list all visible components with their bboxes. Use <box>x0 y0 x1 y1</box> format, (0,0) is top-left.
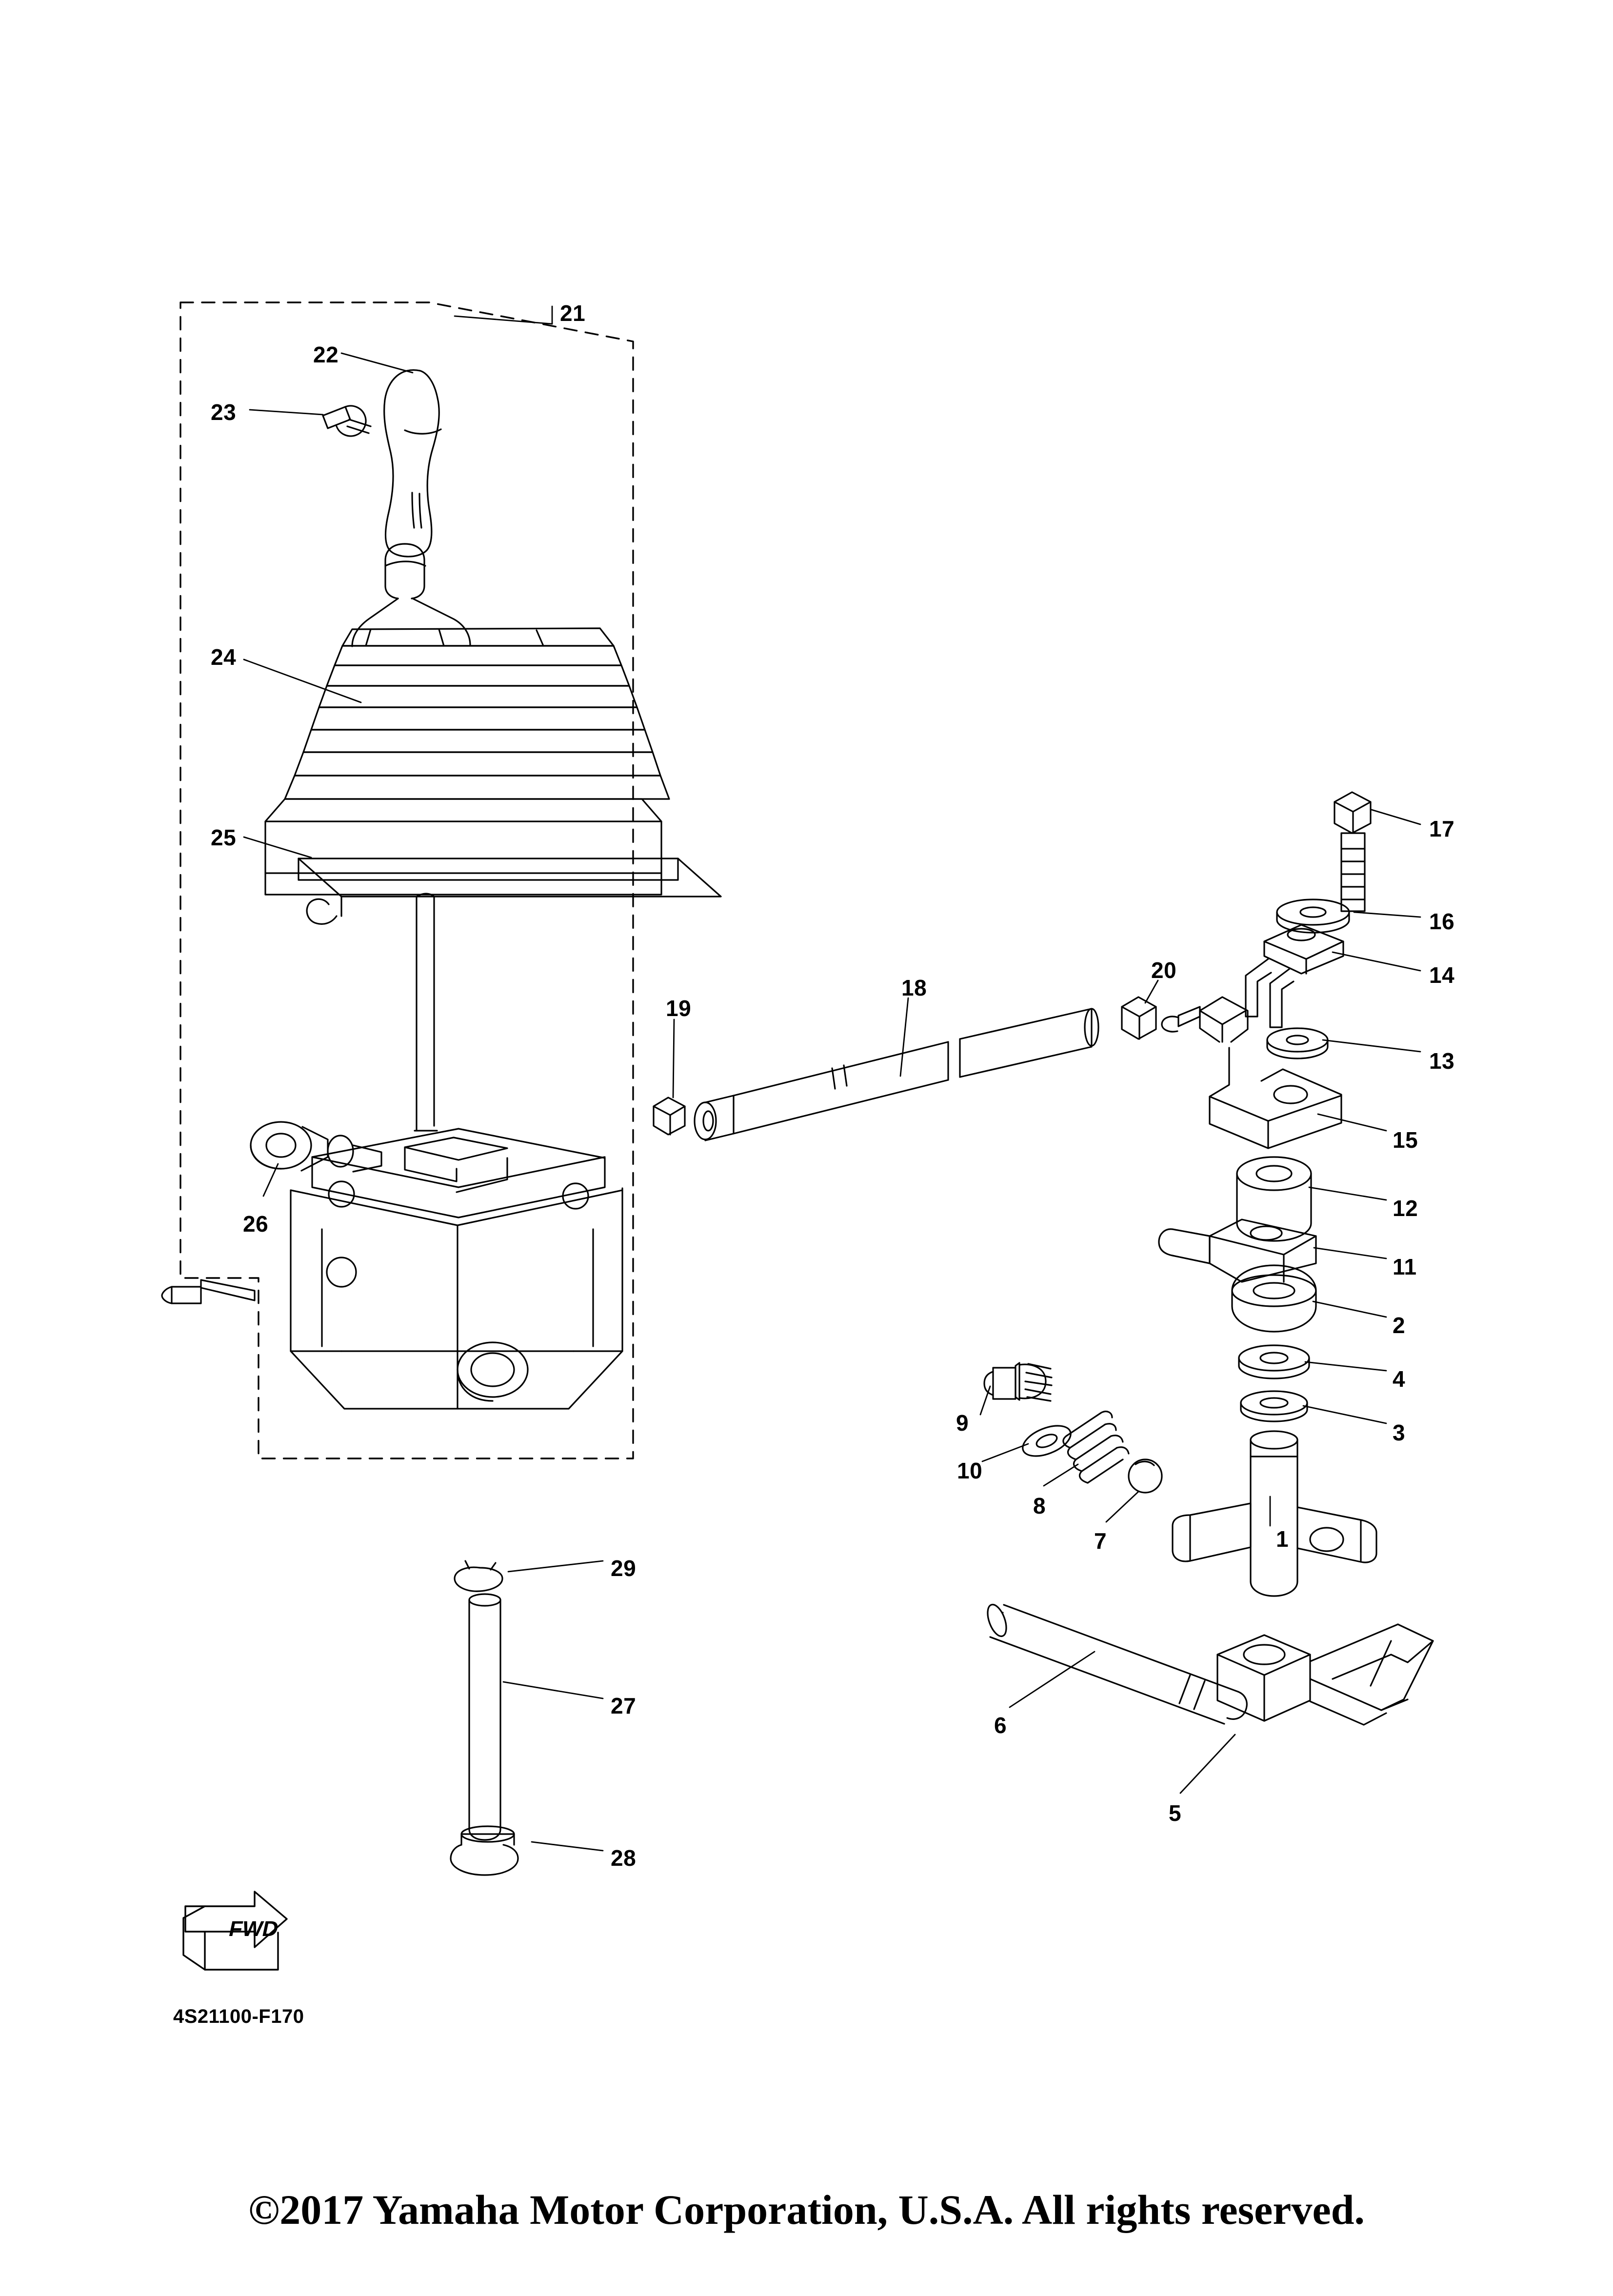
callout-23: 23 <box>211 399 237 425</box>
copyright-notice: ©2017 Yamaha Motor Corporation, U.S.A. All rights reserved. <box>248 2186 1365 2233</box>
callout-25: 25 <box>211 825 237 850</box>
part-12-collar <box>1237 1157 1311 1241</box>
housing-mount-bolt <box>162 1280 255 1303</box>
part-26-bushing <box>251 1122 381 1172</box>
part-4-washer <box>1239 1345 1309 1378</box>
leader-lines <box>244 306 1420 1851</box>
callout-13: 13 <box>1429 1048 1455 1074</box>
callout-2: 2 <box>1393 1313 1406 1338</box>
part-13-washer <box>1267 1028 1328 1058</box>
callout-24: 24 <box>211 644 237 670</box>
part-15-shift-arm <box>1162 997 1341 1148</box>
assembly-boundary-21 <box>180 302 633 1458</box>
callout-5: 5 <box>1169 1800 1182 1826</box>
callout-16: 16 <box>1429 909 1455 934</box>
part-9-detent-plug <box>984 1363 1052 1401</box>
shift-lever-shaft <box>415 894 437 1131</box>
part-11-stopper-plate <box>1159 1219 1316 1282</box>
callout-26: 26 <box>243 1211 269 1237</box>
callout-17: 17 <box>1429 816 1455 841</box>
part-29-circlip <box>455 1561 502 1591</box>
callout-6: 6 <box>994 1713 1007 1738</box>
part-code-label: 4S21100-F170 <box>173 2006 304 2027</box>
callout-10: 10 <box>957 1458 983 1483</box>
callout-22: 22 <box>313 342 339 367</box>
part-5-shift-fork <box>1217 1624 1433 1725</box>
callout-8: 8 <box>1033 1493 1046 1518</box>
part-16-washer <box>1277 899 1349 933</box>
part-1-shift-shaft <box>1173 1431 1376 1596</box>
part-24-shift-boot <box>265 544 669 895</box>
callout-1: 1 <box>1276 1526 1289 1552</box>
part-17-bolt <box>1334 792 1371 911</box>
part-2-oil-seal <box>1232 1265 1316 1332</box>
part-18-connecting-rod <box>695 1009 1098 1140</box>
shift-lever-housing <box>291 1129 622 1409</box>
part-8-detent-spring <box>1063 1412 1129 1483</box>
callout-21: 21 <box>560 300 586 326</box>
callout-12: 12 <box>1393 1196 1418 1221</box>
callout-27: 27 <box>611 1693 637 1718</box>
part-19-nut <box>654 1098 685 1135</box>
part-27-shift-rod <box>469 1594 500 1840</box>
part-20-nut <box>1122 997 1156 1039</box>
callout-7: 7 <box>1094 1528 1107 1554</box>
callout-18: 18 <box>901 975 927 1000</box>
part-28-rod-cap <box>451 1826 518 1875</box>
fwd-direction-label: FWD <box>226 1917 281 1941</box>
callout-29: 29 <box>611 1556 637 1581</box>
callout-4: 4 <box>1393 1366 1406 1392</box>
callout-20: 20 <box>1151 958 1177 983</box>
callout-15: 15 <box>1393 1127 1418 1153</box>
part-7-detent-ball <box>1129 1459 1162 1493</box>
callout-14: 14 <box>1429 962 1455 988</box>
part-10-washer <box>1018 1419 1075 1462</box>
part-3-retaining-washer <box>1241 1391 1307 1421</box>
part-14-shift-arm-clip <box>1246 925 1343 1027</box>
callout-3: 3 <box>1393 1420 1406 1445</box>
callout-11: 11 <box>1393 1254 1417 1279</box>
part-25-retaining-band <box>299 859 721 924</box>
part-6-guide-bar <box>984 1602 1247 1724</box>
callout-19: 19 <box>666 996 692 1021</box>
callout-9: 9 <box>956 1410 969 1436</box>
callout-28: 28 <box>611 1845 637 1871</box>
part-23-screw <box>323 406 371 436</box>
part-22-shift-knob <box>384 370 441 557</box>
